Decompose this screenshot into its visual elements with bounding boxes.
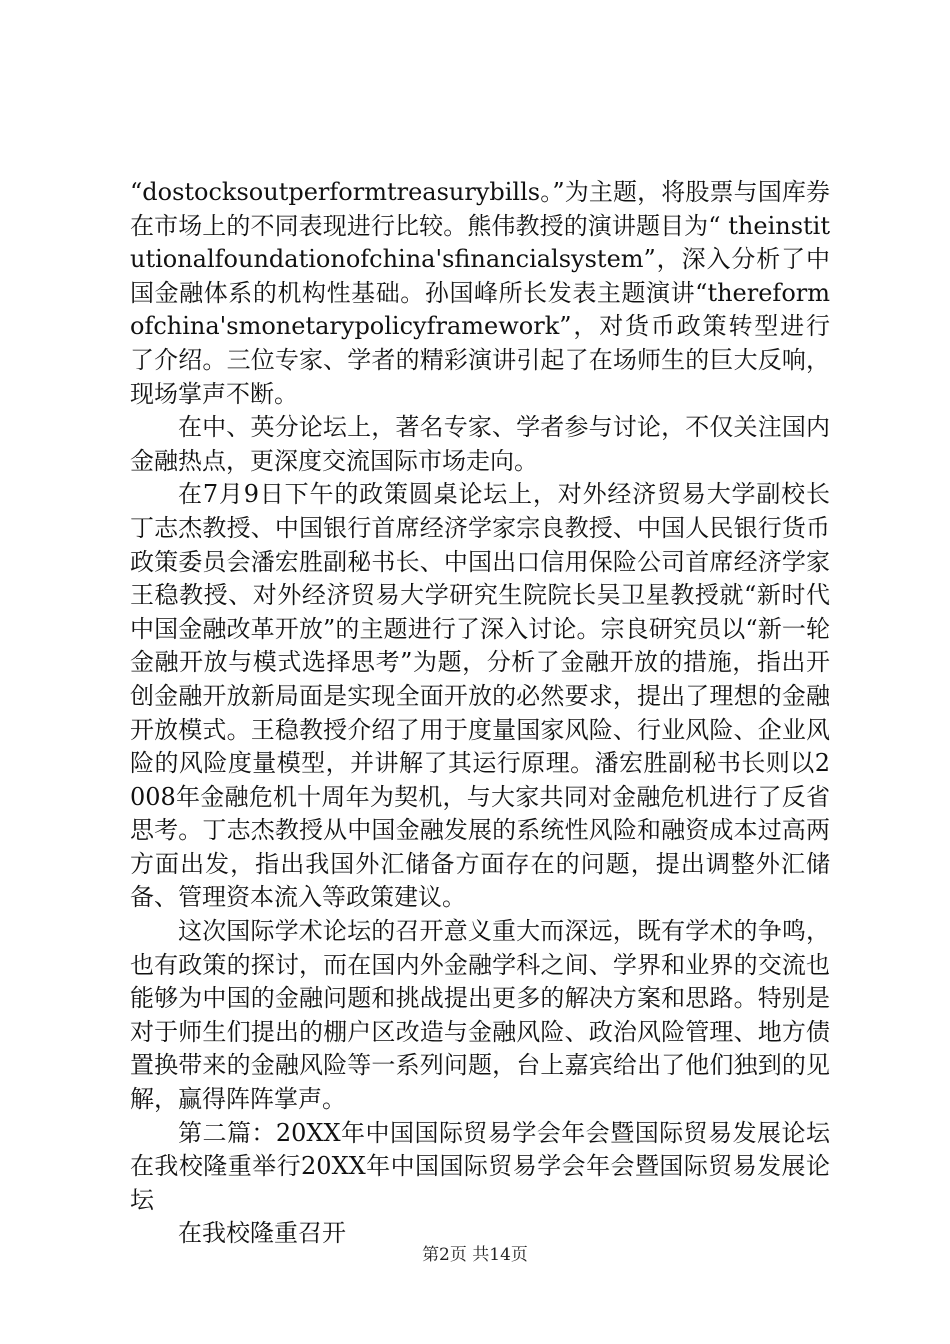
page-number-footer: 第2页 共14页	[422, 1245, 528, 1265]
paragraph-significance: 这次国际学术论坛的召开意义重大而深远，既有学术的争鸣，也有政策的探讨，而在国内外金融学科之间、学界和业界的交流也能够为中国的金融问题和挑战提出更多的解决方案和思路。特别是对于师生们提出的棚户区改造与金融风险、政治风险管理、地方债置换带来的金融风险等一系列问题，台上嘉宾给出了他们独到的见解，赢得阵阵掌声。	[130, 917, 830, 1114]
article-body	[130, 176, 830, 1251]
paragraph-sub-forums: 在中、英分论坛上，著名专家、学者参与讨论，不仅关注国内金融热点，更深度交流国际市场走向。	[130, 413, 830, 475]
paragraph-second-article-title: 第二篇：20XX年中国国际贸易学会年会暨国际贸易发展论坛在我校隆重举行20XX年中国国际贸易学会年会暨国际贸易发展论坛	[130, 1118, 830, 1214]
paragraph-keynotes: “dostocksoutperformtreasurybills。”为主题，将股票与国库券在市场上的不同表现进行比较。熊伟教授的演讲题目为“ theinstitutionalfoundationofchina'sfinancialsystem”，深入分析了中国金融体系的机构性基础。孙国峰所长发表主题演讲“thereformofchina'smonetarypolicyframework”，对货币政策转型进行了介绍。三位专家、学者的精彩演讲引起了在场师生的巨大反响，现场掌声不断。	[130, 178, 830, 408]
paragraph-held-at-school: 在我校隆重召开	[178, 1219, 346, 1248]
paragraph-roundtable: 在7月9日下午的政策圆桌论坛上，对外经济贸易大学副校长丁志杰教授、中国银行首席经济学家宗良教授、中国人民银行货币政策委员会潘宏胜副秘书长、中国出口信用保险公司首席经济学家王稳教授、对外经济贸易大学研究生院院长吴卫星教授就“新时代中国金融改革开放”的主题进行了深入讨论。宗良研究员以“新一轮金融开放与模式选择思考”为题，分析了金融开放的措施，指出开创金融开放新局面是实现全面开放的必然要求，提出了理想的金融开放模式。王稳教授介绍了用于度量国家风险、行业风险、企业风险的风险度量模型，并讲解了其运行原理。潘宏胜副秘书长则以2008年金融危机十周年为契机，与大家共同对金融危机进行了反省思考。丁志杰教授从中国金融发展的系统性风险和融资成本过高两方面出发，指出我国外汇储备方面存在的问题，提出调整外汇储备、管理资本流入等政策建议。	[130, 480, 830, 912]
